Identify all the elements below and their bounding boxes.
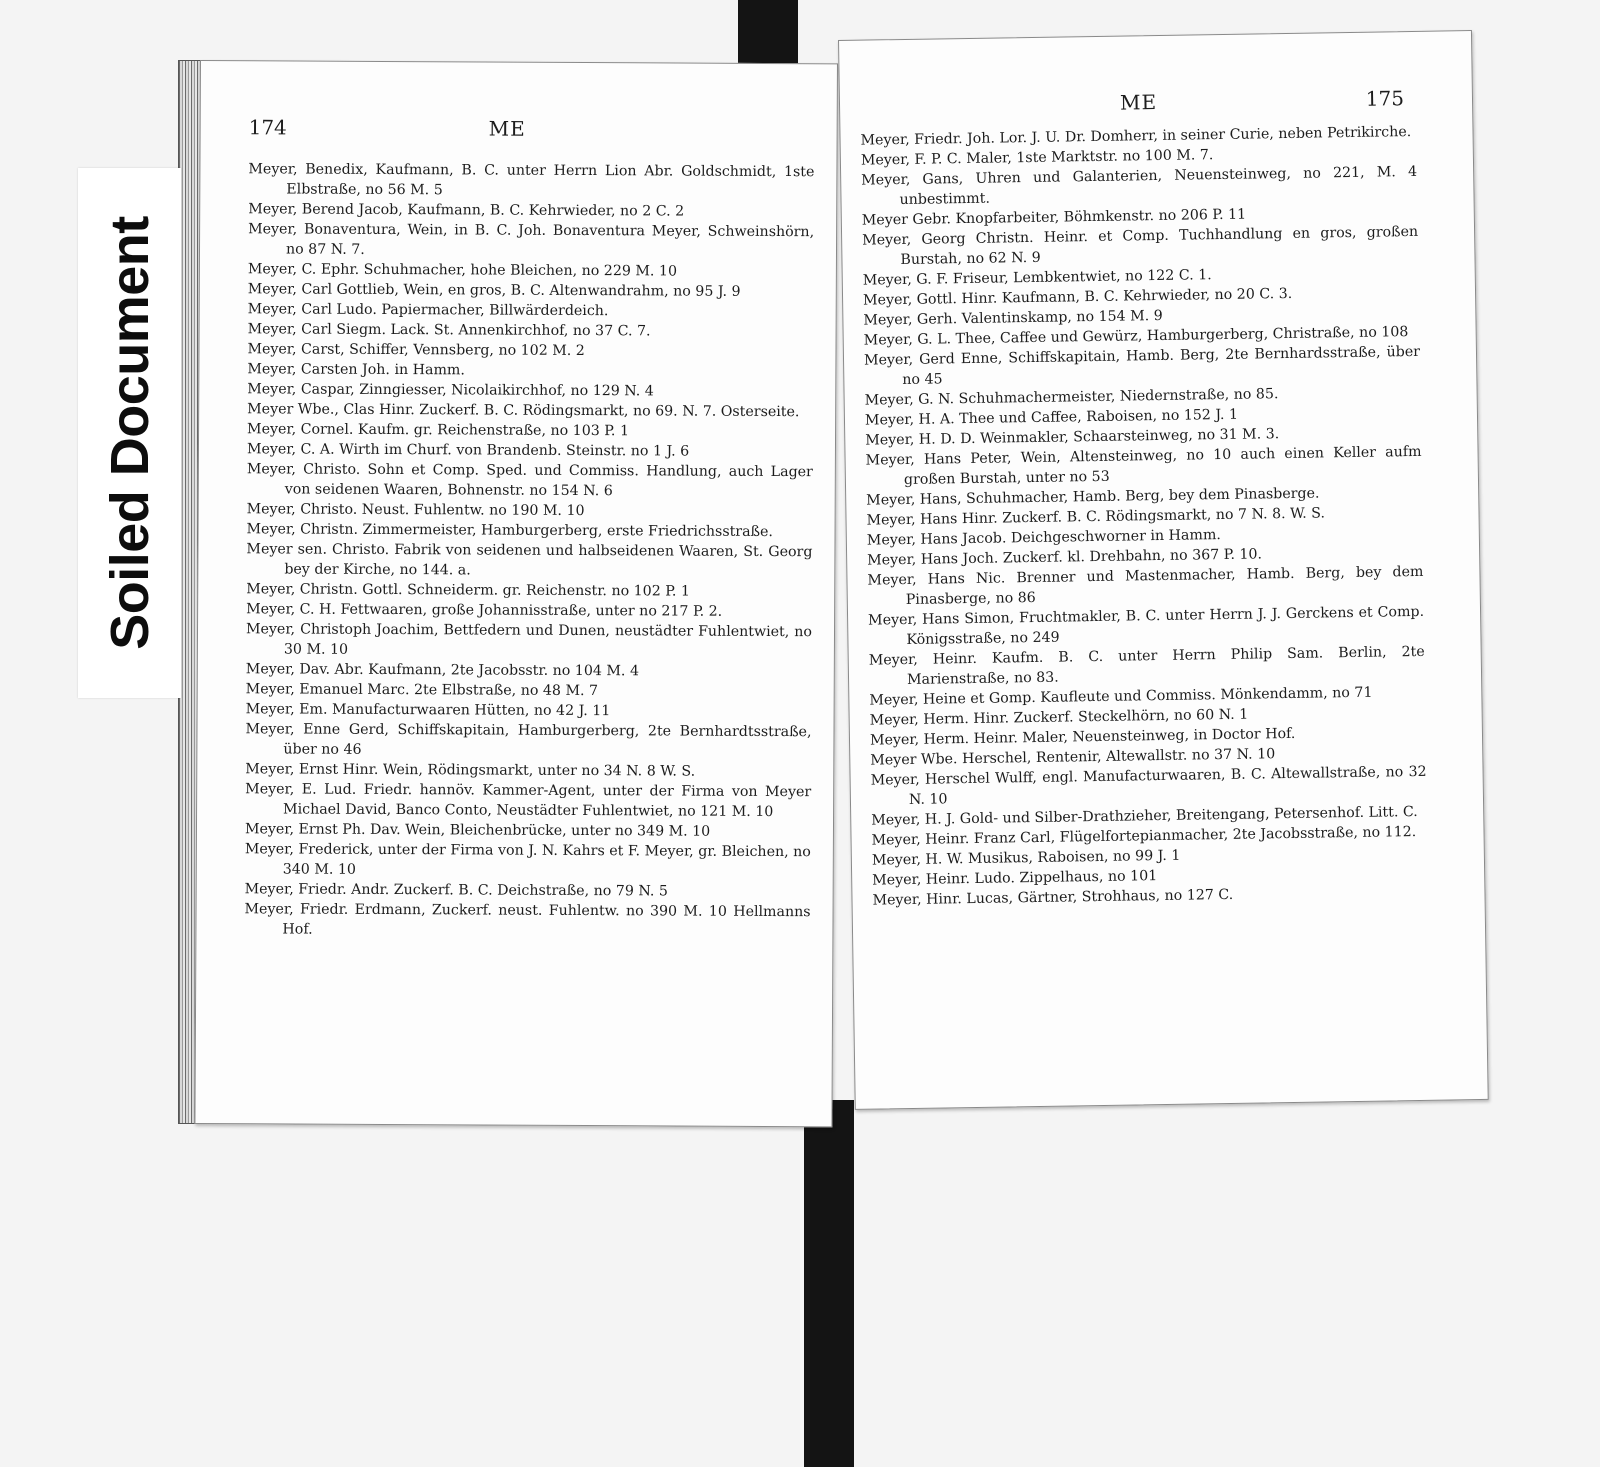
directory-entry: Meyer, Bonaventura, Wein, in B. C. Joh. Bonaventura Meyer, Schweinshörn, no 87 N. 7. bbox=[248, 221, 815, 258]
directory-entry: Meyer, F. P. C. Maler, 1ste Marktstr. no 100 M. 7. bbox=[860, 147, 1214, 169]
directory-entry: Meyer, Ernst Ph. Dav. Wein, Bleichenbrücke, unter no 349 M. 10 bbox=[244, 821, 711, 840]
directory-entry: Meyer, Benedix, Kaufmann, B. C. unter Herrn Lion Abr. Goldschmidt, 1ste Elbstraße, no 56 M. 5 bbox=[248, 161, 815, 199]
directory-entry: Meyer, Hinr. Lucas, Gärtner, Strohhaus, no 127 C. bbox=[872, 886, 1234, 909]
directory-entry: Meyer Wbe. Herschel, Rentenir, Altewallstr. no 37 N. 10 bbox=[870, 746, 1276, 769]
directory-entry: Meyer, Em. Manufacturwaaren Hütten, no 42 J. 11 bbox=[245, 701, 611, 720]
directory-entry: Meyer, H. W. Musikus, Raboisen, no 99 J. 1 bbox=[871, 847, 1181, 869]
directory-entry: Meyer, G. F. Friseur, Lembkentwiet, no 122 C. 1. bbox=[862, 267, 1212, 289]
directory-entry: Meyer sen. Christo. Fabrik von seidenen und halbseidenen Waaren, St. Georg bey der Kirche, no 144. a. bbox=[246, 541, 813, 579]
directory-entry: Meyer, Gerd Enne, Schiffskapitain, Hamb. Berg, 2te Bernhardsstraße, über no 45 bbox=[863, 343, 1421, 389]
directory-entry: Meyer, Christn. Zimmermeister, Hamburgerberg, erste Friedrichsstraße. bbox=[246, 521, 774, 541]
left-page-number: 174 bbox=[248, 115, 287, 140]
directory-entry: Meyer, E. Lud. Friedr. hannöv. Kammer-Agent, unter der Firma von Meyer Michael David, Banco Conto, Neustädter Fuhlentwiet, no 121 M. 10 bbox=[245, 781, 812, 821]
directory-entry: Meyer, Herm. Hinr. Zuckerf. Steckelhörn, no 60 N. 1 bbox=[869, 706, 1249, 729]
left-page-running-head: ME bbox=[488, 116, 526, 141]
directory-entry: Meyer, Carl Ludo. Papiermacher, Billwärderdeich. bbox=[247, 301, 609, 320]
stamp-label: Soiled Document bbox=[99, 216, 160, 650]
directory-entry: Meyer, Carsten Joh. in Hamm. bbox=[247, 361, 465, 379]
directory-entry: Meyer, Carl Siegm. Lack. St. Annenkirchhof, no 37 C. 7. bbox=[247, 321, 651, 340]
directory-entry: Meyer, Friedr. Joh. Lor. J. U. Dr. Domherr, in seiner Curie, neben Petrikirche. bbox=[860, 124, 1412, 149]
right-page-entries bbox=[860, 122, 1428, 911]
directory-entry: Meyer, Herm. Heinr. Maler, Neuensteinweg, in Doctor Hof. bbox=[869, 725, 1296, 749]
right-page-number: 175 bbox=[1365, 86, 1405, 111]
directory-entry: Meyer, Christo. Neust. Fuhlentw. no 190 M. 10 bbox=[246, 501, 585, 520]
directory-entry: Meyer, Gottl. Hinr. Kaufmann, B. C. Kehrwieder, no 20 C. 3. bbox=[862, 285, 1293, 309]
soiled-document-stamp bbox=[78, 168, 181, 698]
directory-entry: Meyer, Christn. Gottl. Schneiderm. gr. Reichenstr. no 102 P. 1 bbox=[246, 581, 691, 600]
directory-entry: Meyer, Carl Gottlieb, Wein, en gros, B. C. Altenwandrahm, no 95 J. 9 bbox=[247, 281, 741, 300]
directory-entry: Meyer, Heine et Gomp. Kaufleute und Commiss. Mönkendamm, no 71 bbox=[869, 684, 1373, 709]
directory-entry: Meyer, Hans Jacob. Deichgeschworner in Hamm. bbox=[866, 527, 1221, 549]
left-page-header bbox=[201, 115, 837, 148]
directory-entry: Meyer, Hans Hinr. Zuckerf. B. C. Rödingsmarkt, no 7 N. 8. W. S. bbox=[866, 505, 1326, 529]
directory-entry: Meyer, Hans Joch. Zuckerf. kl. Drehbahn, no 367 P. 10. bbox=[867, 546, 1263, 569]
directory-entry: Meyer, Hans Simon, Fruchtmakler, B. C. unter Herrn J. J. Gerckens et Comp. Königsstraße, no 249 bbox=[867, 603, 1425, 648]
directory-entry: Meyer, Caspar, Zinngiesser, Nicolaikirchhof, no 129 N. 4 bbox=[247, 381, 654, 400]
directory-entry: Meyer, Dav. Abr. Kaufmann, 2te Jacobsstr. no 104 M. 4 bbox=[245, 661, 640, 680]
directory-entry: Meyer Wbe., Clas Hinr. Zuckerf. B. C. Rödingsmarkt, no 69. N. 7. Osterseite. bbox=[247, 401, 800, 421]
directory-entry: Meyer, Hans Peter, Wein, Altensteinweg, no 10 auch einen Keller aufm großen Burstah, unter no 53 bbox=[865, 443, 1422, 489]
directory-entry: Meyer, Carst, Schiffer, Vennsberg, no 102 M. 2 bbox=[247, 341, 585, 360]
directory-entry: Meyer, Christoph Joachim, Bettfedern und Dunen, neustädter Fuhlentwiet, no 30 M. 10 bbox=[245, 621, 813, 658]
directory-entry: Meyer, Berend Jacob, Kaufmann, B. C. Kehrwieder, no 2 C. 2 bbox=[248, 201, 685, 220]
directory-entry: Meyer, Frederick, unter der Firma von J. N. Kahrs et F. Meyer, gr. Bleichen, no 340 M. 10 bbox=[244, 841, 811, 878]
directory-entry: Meyer, Ernst Hinr. Wein, Rödingsmarkt, unter no 34 N. 8 W. S. bbox=[245, 761, 696, 780]
directory-entry: Meyer, Heinr. Kaufm. B. C. unter Herrn Philip Sam. Berlin, 2te Marienstraße, no 83. bbox=[868, 643, 1425, 688]
directory-entry: Meyer, G. L. Thee, Caffee und Gewürz, Hamburgerberg, Christraße, no 108 bbox=[863, 324, 1409, 349]
directory-entry: Meyer, H. A. Thee und Caffee, Raboisen, no 152 J. 1 bbox=[864, 406, 1239, 429]
directory-entry: Meyer, Hans, Schuhmacher, Hamb. Berg, bey dem Pinasberge. bbox=[866, 485, 1320, 509]
directory-entry: Meyer, Cornel. Kaufm. gr. Reichenstraße, no 103 P. 1 bbox=[247, 421, 630, 440]
directory-entry: Meyer, Christo. Sohn et Comp. Sped. und Commiss. Handlung, auch Lager von seidenen Waaren, Bohnenstr. no 154 N. 6 bbox=[246, 461, 813, 500]
binding-strip-bottom bbox=[804, 1100, 854, 1467]
directory-entry: Meyer, C. Ephr. Schuhmacher, hohe Bleichen, no 229 M. 10 bbox=[247, 261, 678, 280]
directory-entry: Meyer, Herschel Wulff, engl. Manufacturwaaren, B. C. Altewallstraße, no 32 N. 10 bbox=[870, 763, 1427, 808]
directory-entry: Meyer, Emanuel Marc. 2te Elbstraße, no 48 M. 7 bbox=[245, 681, 599, 700]
directory-entry: Meyer, H. D. D. Weinmakler, Schaarsteinweg, no 31 M. 3. bbox=[865, 426, 1280, 449]
directory-entry: Meyer, Friedr. Erdmann, Zuckerf. neust. Fuhlentw. no 390 M. 10 Hellmanns Hof. bbox=[244, 901, 811, 938]
directory-entry: Meyer, C. A. Wirth im Churf. von Brandenb. Steinstr. no 1 J. 6 bbox=[246, 441, 690, 460]
directory-entry: Meyer, Friedr. Andr. Zuckerf. B. C. Deichstraße, no 79 N. 5 bbox=[244, 881, 668, 900]
directory-entry: Meyer, G. N. Schuhmachermeister, Niedernstraße, no 85. bbox=[864, 386, 1279, 409]
right-page-running-head: ME bbox=[1119, 89, 1158, 115]
binding-strip-top bbox=[738, 0, 798, 72]
directory-entry: Meyer, C. H. Fettwaaren, große Johannisstraße, unter no 217 P. 2. bbox=[246, 601, 723, 620]
directory-entry: Meyer, Heinr. Franz Carl, Flügelfortepianmacher, 2te Jacobsstraße, no 112. bbox=[871, 824, 1417, 849]
directory-entry: Meyer, H. J. Gold- und Silber-Drathzieher, Breitengang, Petersenhof. Litt. C. bbox=[871, 803, 1418, 829]
left-page bbox=[194, 60, 838, 1127]
directory-entry: Meyer, Hans Nic. Brenner und Mastenmacher, Hamb. Berg, bey dem Pinasberge, no 86 bbox=[867, 563, 1424, 609]
directory-entry: Meyer, Enne Gerd, Schiffskapitain, Hamburgerberg, 2te Bernhardtsstraße, über no 46 bbox=[245, 721, 812, 758]
directory-entry: Meyer Gebr. Knopfarbeiter, Böhmkenstr. no 206 P. 11 bbox=[861, 206, 1247, 229]
directory-entry: Meyer, Heinr. Ludo. Zippelhaus, no 101 bbox=[872, 868, 1158, 889]
directory-entry: Meyer, Gans, Uhren und Galanterien, Neuensteinweg, no 221, M. 4 unbestimmt. bbox=[861, 163, 1418, 209]
right-page-header bbox=[840, 85, 1472, 125]
directory-entry: Meyer, Georg Christn. Heinr. et Comp. Tuchhandlung en gros, großen Burstah, no 62 N. 9 bbox=[862, 223, 1419, 269]
directory-entry: Meyer, Gerh. Valentinskamp, no 154 M. 9 bbox=[863, 307, 1163, 329]
right-page bbox=[838, 30, 1489, 1110]
left-page-entries bbox=[244, 159, 814, 942]
